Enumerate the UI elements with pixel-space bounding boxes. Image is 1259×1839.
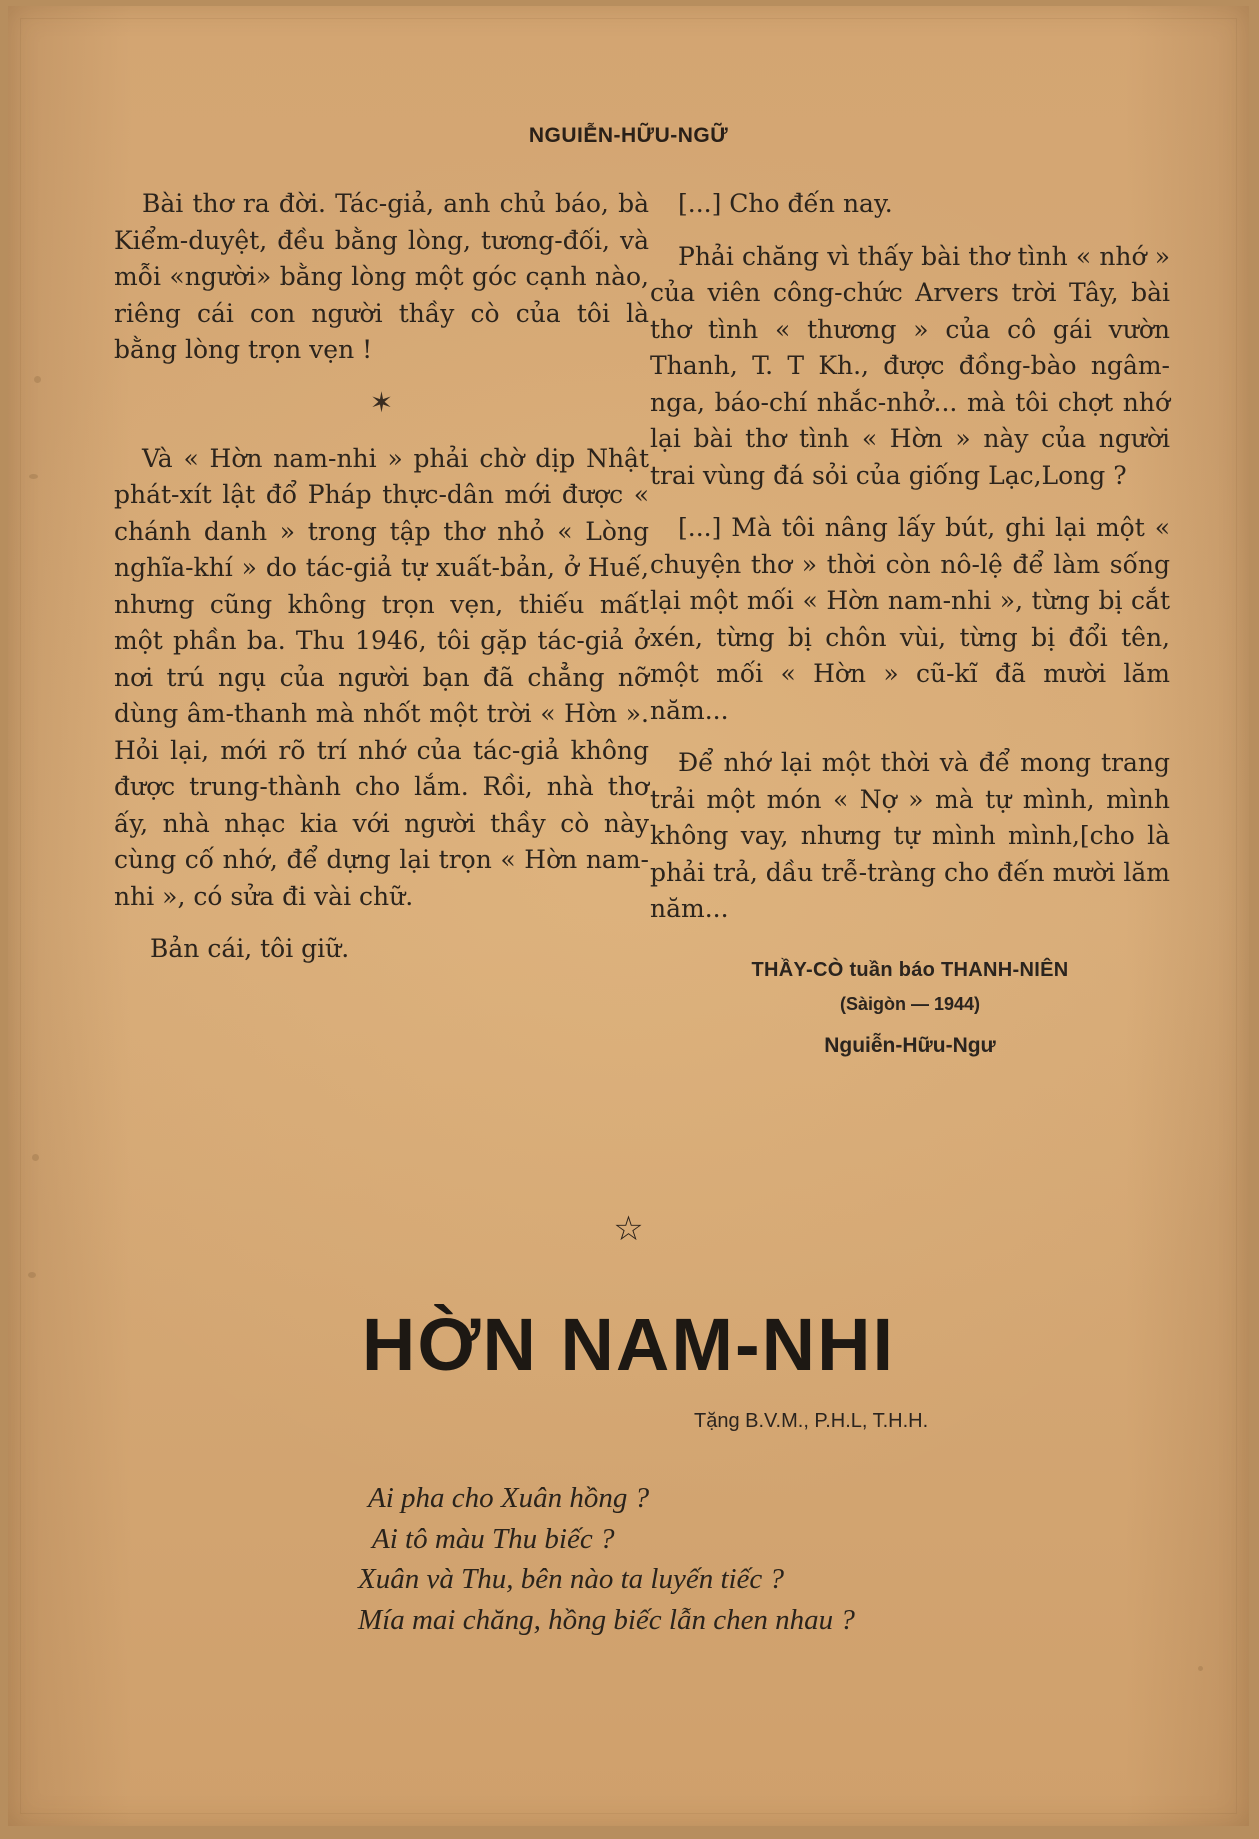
section-separator-icon: ✶ (369, 385, 394, 419)
right-paragraph-4: Để nhớ lại một thời và để mong trang trải một món « Nợ » mà tự mình, mình không vay, nhưng tự mình mình,[cho là phải trả, dầu trễ-tràng cho đến mười lăm năm... (650, 748, 1170, 923)
poem-title: HỜN NAM-NHI (361, 1303, 896, 1386)
right-paragraph-3: [...] Mà tôi nâng lấy bút, ghi lại một « chuyện thơ » thời còn nô-lệ để làm sống lại một mối « Hờn nam-nhi », từng bị cắt xén, từng bị chôn vùi, từng bị đổi tên, một mối « Hờn » cũ-kĩ đã mười lăm năm... (650, 513, 1170, 725)
signature-line-3: Nguiễn-Hữu-Ngư (824, 1033, 996, 1057)
right-paragraph-1: [...] Cho đến nay. (678, 189, 893, 218)
right-paragraph-2: Phải chăng vì thấy bài thơ tình « nhớ » của viên công-chức Arvers trời Tây, bài thơ tình « thương » của cô gái vườn Thanh, T. T Kh., được đồng-bào ngâm-nga, báo-chí nhắc-nhở... mà tôi chợt nhớ lại bài thơ tình « Hờn » này của người trai vùng đá sỏi của giống Lạc,Long ? (650, 241, 1170, 490)
poem-block (358, 1478, 1008, 1640)
left-paragraph-1: Bài thơ ra đời. Tác-giả, anh chủ báo, bà Kiểm-duyệt, đều bằng lòng, tương-đối, và mỗi «người» bằng lòng một góc cạnh nào, riêng cái con người thầy cò của tôi là bằng lòng trọn vẹn ! (114, 189, 649, 364)
poem-line-4: Mía mai chăng, hồng biếc lẫn chen nhau ? (358, 1603, 855, 1636)
left-column (114, 186, 649, 968)
poem-line-1: Ai pha cho Xuân hồng ? (368, 1482, 650, 1514)
signature-line-1: THẦY-CÒ tuần báo THANH-NIÊN (751, 958, 1069, 981)
right-column (650, 186, 1170, 1062)
left-closing-line: Bản cái, tôi giữ. (150, 934, 350, 963)
left-paragraph-2: Và « Hờn nam-nhi » phải chờ dịp Nhật phát-xít lật đổ Pháp thực-dân mới được « chánh danh » trong tập thơ nhỏ « Lòng nghĩa-khí » do tác-giả tự xuất-bản, ở Huế, nhưng cũng không trọn vẹn, thiếu mất một phần ba. Thu 1946, tôi gặp tác-giả ở nơi trú ngụ của người bạn đã chẳng nỡ dùng âm-thanh mà nhốt một trời « Hờn ». Hỏi lại, mới rõ trí nhớ của tác-giả không được trung-thành cho lắm. Rồi, nhà thơ ấy, nhà nhạc kia với người thầy cò này cùng cố nhớ, để dựng lại trọn « Hờn nam-nhi », có sửa đi vài chữ. (114, 443, 649, 911)
poem-line-3: Xuân và Thu, bên nào ta luyến tiếc ? (358, 1563, 785, 1596)
scanned-page (8, 6, 1249, 1826)
poem-line-2: Ai tô màu Thu biếc ? (372, 1522, 615, 1555)
title-star-icon: ☆ (613, 1209, 644, 1249)
signature-line-2: (Sàigòn — 1944) (839, 993, 981, 1014)
signature-block (650, 956, 1170, 1062)
dedication-line: Tặng B.V.M., P.H.L, T.H.H. (694, 1410, 929, 1432)
running-header: NGUIỄN-HỮU-NGỮ (528, 124, 729, 147)
